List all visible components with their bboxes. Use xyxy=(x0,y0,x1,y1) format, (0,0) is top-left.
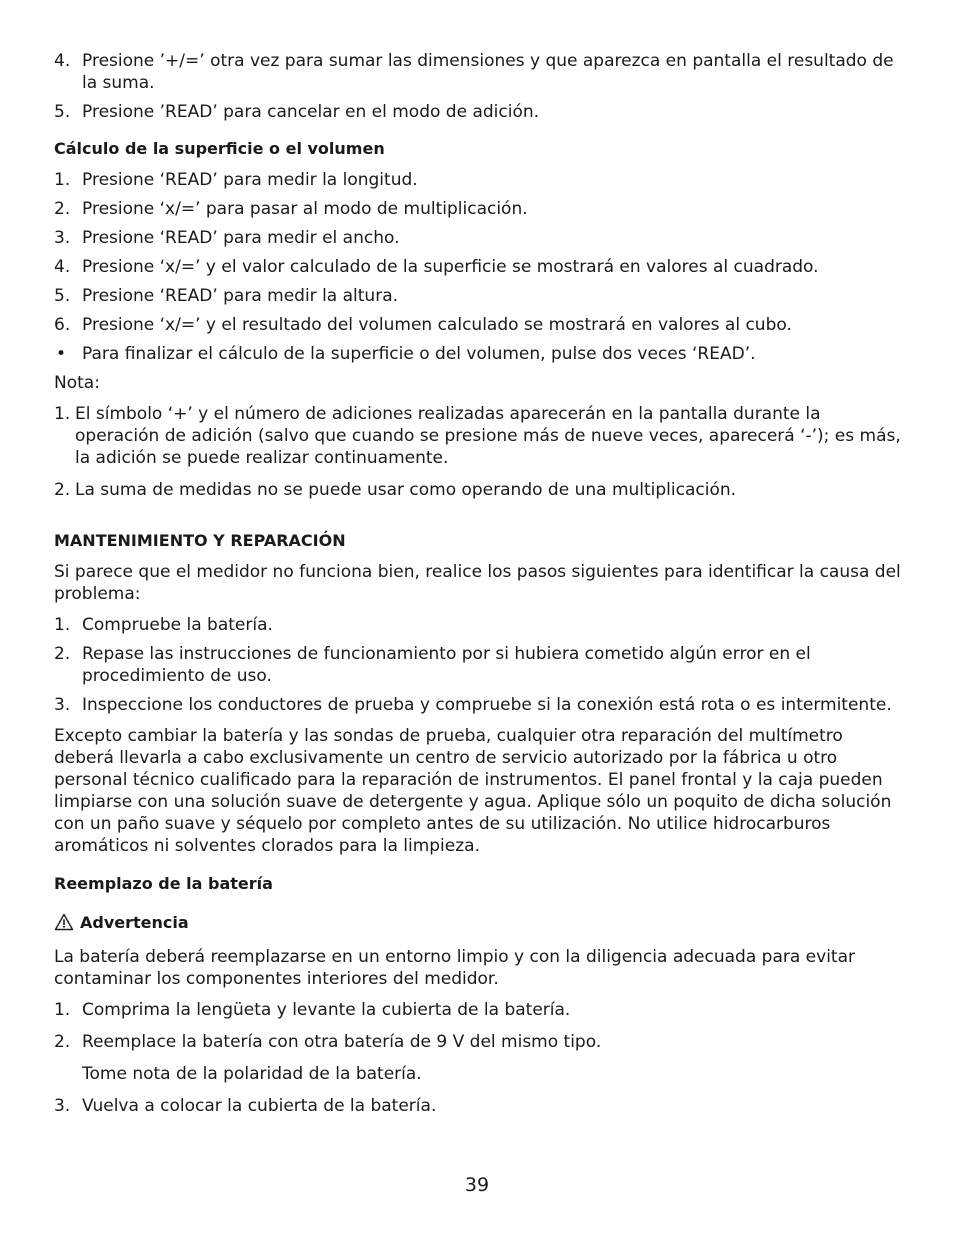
section-heading: Cálculo de la superficie o el volumen xyxy=(54,139,385,158)
list-item: 6. Presione ‘x/=’ y el resultado del volumen calculado se mostrará en valores al cubo. xyxy=(54,315,792,335)
list-item: 1. Compruebe la batería. xyxy=(54,615,273,635)
warning-text: La batería deberá reemplazarse en un entorno limpio y con la diligencia adecuada para evitar contaminar los componentes interiores del medidor. xyxy=(54,947,855,989)
list-item: 3. Presione ‘READ’ para medir el ancho. xyxy=(54,228,400,248)
list-item: 1. Comprima la lengüeta y levante la cubierta de la batería. xyxy=(54,1000,571,1020)
warning-heading: Advertencia xyxy=(54,912,904,937)
intro-paragraph: Si parece que el medidor no funciona bien, realice los pasos siguientes para identificar la causa del problema: xyxy=(54,562,901,604)
warning-triangle-icon xyxy=(54,913,74,937)
list-item: 1. Presione ‘READ’ para medir la longitud. xyxy=(54,170,418,190)
list-item: 5. Presione ‘READ’ para medir la altura. xyxy=(54,286,399,306)
list-item: 5. Presione ’READ’ para cancelar en el modo de adición. xyxy=(54,102,540,122)
note-label: Nota: xyxy=(54,373,100,393)
bullet-item: • Para finalizar el cálculo de la superficie o del volumen, pulse dos veces ‘READ’. xyxy=(56,344,756,364)
list-item: 4. Presione ’+/=’ otra vez para sumar las dimensiones y que aparezca en pantalla el resultado de la suma. xyxy=(54,51,894,93)
manual-page xyxy=(54,50,904,1124)
note-item: 1. El símbolo ‘+’ y el número de adiciones realizadas aparecerán en la pantalla durante la operación de adición (salvo que cuando se presione más de nueve veces, aparecerá ‘-’); es más, la adición se puede realizar continuamente. xyxy=(54,404,901,468)
section-heading: Reemplazo de la batería xyxy=(54,874,273,893)
list-item: 2. Reemplace la batería con otra batería de 9 V del mismo tipo. xyxy=(54,1032,602,1052)
section-heading: MANTENIMIENTO Y REPARACIÓN xyxy=(54,531,346,550)
list-item: 3. Inspeccione los conductores de prueba y compruebe si la conexión está rota o es intermitente. xyxy=(54,695,892,715)
list-item: 4. Presione ‘x/=’ y el valor calculado de la superficie se mostrará en valores al cuadrado. xyxy=(54,257,819,277)
list-item: 3. Vuelva a colocar la cubierta de la batería. xyxy=(54,1096,437,1116)
list-item: 2. Repase las instrucciones de funcionamiento por si hubiera cometido algún error en el procedimiento de uso. xyxy=(54,644,811,686)
page-number: 39 xyxy=(464,1174,490,1196)
note-item: 2. La suma de medidas no se puede usar como operando de una multiplicación. xyxy=(54,480,737,500)
step-note: Tome nota de la polaridad de la batería. xyxy=(82,1064,422,1084)
list-item: 2. Presione ‘x/=’ para pasar al modo de multiplicación. xyxy=(54,199,528,219)
maintenance-paragraph: Excepto cambiar la batería y las sondas de prueba, cualquier otra reparación del multímetro deberá llevarla a cabo exclusivamente un centro de servicio autorizado por la fábrica u otro personal técnico cualificado para la reparación de instrumentos. El panel frontal y la caja pueden limpiarse con una solución suave de detergente y agua. Aplique sólo un poquito de dicha solución con un paño suave y séquelo por completo antes de su utilización. No utilice hidrocarburos aromáticos ni solventes clorados para la limpieza. xyxy=(54,726,892,856)
